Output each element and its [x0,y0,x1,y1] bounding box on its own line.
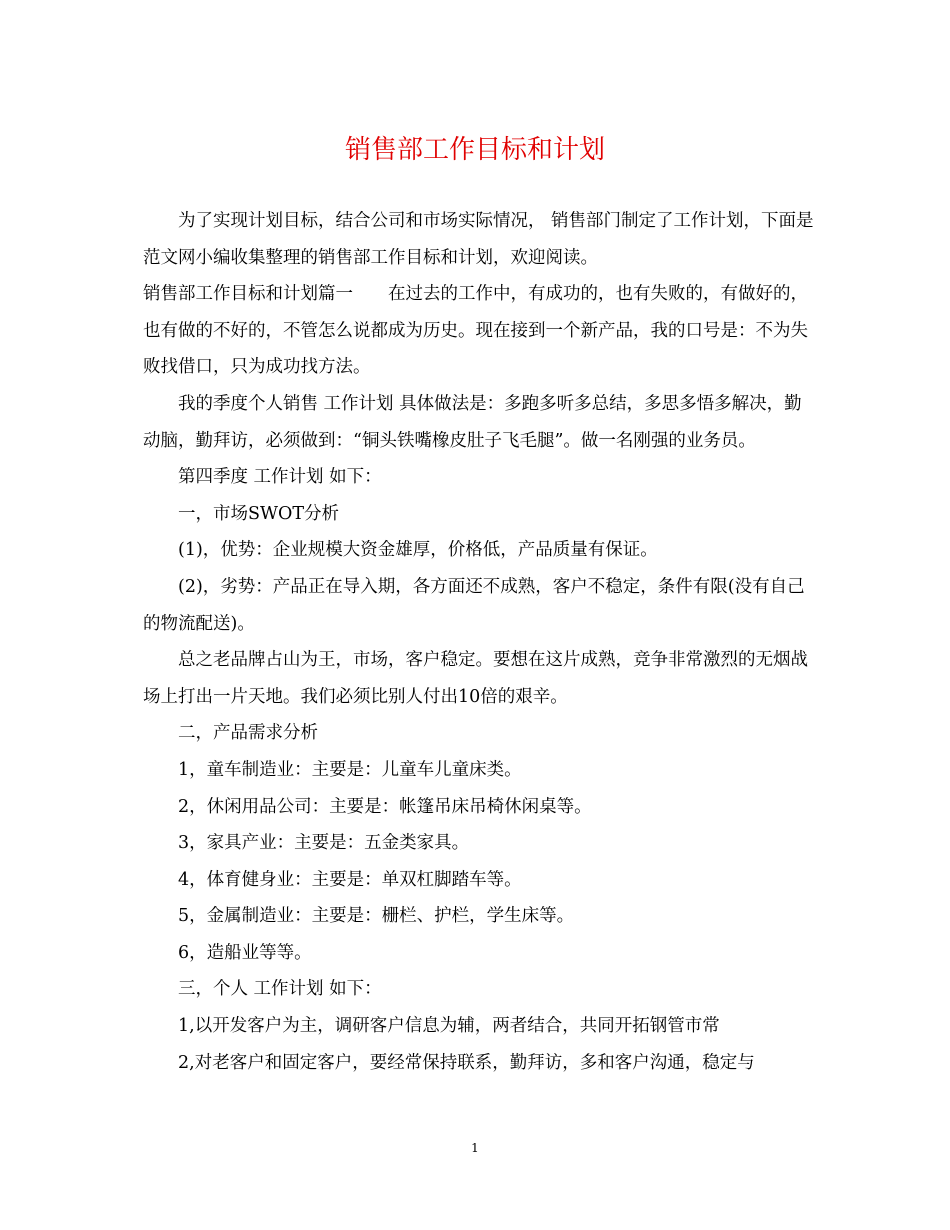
paragraph: 为了实现计划目标，结合公司和市场实际情况， 销售部门制定了工作计划，下面是范文网小编收集整理的销售部工作目标和计划，欢迎阅读。 [143,211,814,268]
paragraph: 1，童车制造业：主要是：儿童车儿童床类。 [178,759,522,780]
paragraph: 1,以开发客户为主，调研客户信息为辅，两者结合，共同开拓钢管市常 [178,1016,720,1037]
paragraph: 第四季度 工作计划 如下： [178,467,382,488]
paragraph: 我的季度个人销售 工作计划 具体做法是：多跑多听多总结，多思多悟多解决，勤动脑，勤拜访，必须做到：“铜头铁嘴橡皮肚子飞毛腿”。做一名刚强的业务员。 [143,393,802,451]
paragraph: 3，家具产业：主要是：五金类家具。 [178,833,470,854]
paragraph: 4，体育健身业：主要是：单双杠脚踏车等。 [178,869,522,890]
paragraph: 5，金属制造业：主要是：栅栏、护栏，学生床等。 [178,906,575,927]
paragraph: 三，个人 工作计划 如下： [178,979,382,1000]
document-title: 销售部工作目标和计划 [344,135,605,165]
paragraph: (2)，劣势：产品正在导入期，各方面还不成熟，客户不稳定，条件有限(没有自己的物流配送)。 [143,576,805,634]
paragraph: 一，市场SWOT分析 [178,503,339,524]
page-number: 1 [471,1141,479,1155]
paragraph: 6，造船业等等。 [178,942,312,963]
paragraph: 总之老品牌占山为王，市场，客户稳定。要想在这片成熟，竞争非常激烈的无烟战场上打出一片天地。我们必须比别人付出10倍的艰辛。 [143,650,808,707]
paragraph: 2，休闲用品公司：主要是：帐篷吊床吊椅休闲桌等。 [178,796,592,817]
paragraph: 二，产品需求分析 [178,723,318,744]
paragraph: 2,对老客户和固定客户，要经常保持联系，勤拜访，多和客户沟通，稳定与 [178,1052,755,1073]
paragraph: 销售部工作目标和计划篇一 在过去的工作中，有成功的，也有失败的，有做好的，也有做的不好的，不管怎么说都成为历史。现在接到一个新产品，我的口号是：不为失败找借口，只为成功找方法。 [143,284,808,378]
paragraph: (1)，优势：企业规模大资金雄厚，价格低，产品质量有保证。 [178,540,658,561]
document-body [143,203,815,1081]
